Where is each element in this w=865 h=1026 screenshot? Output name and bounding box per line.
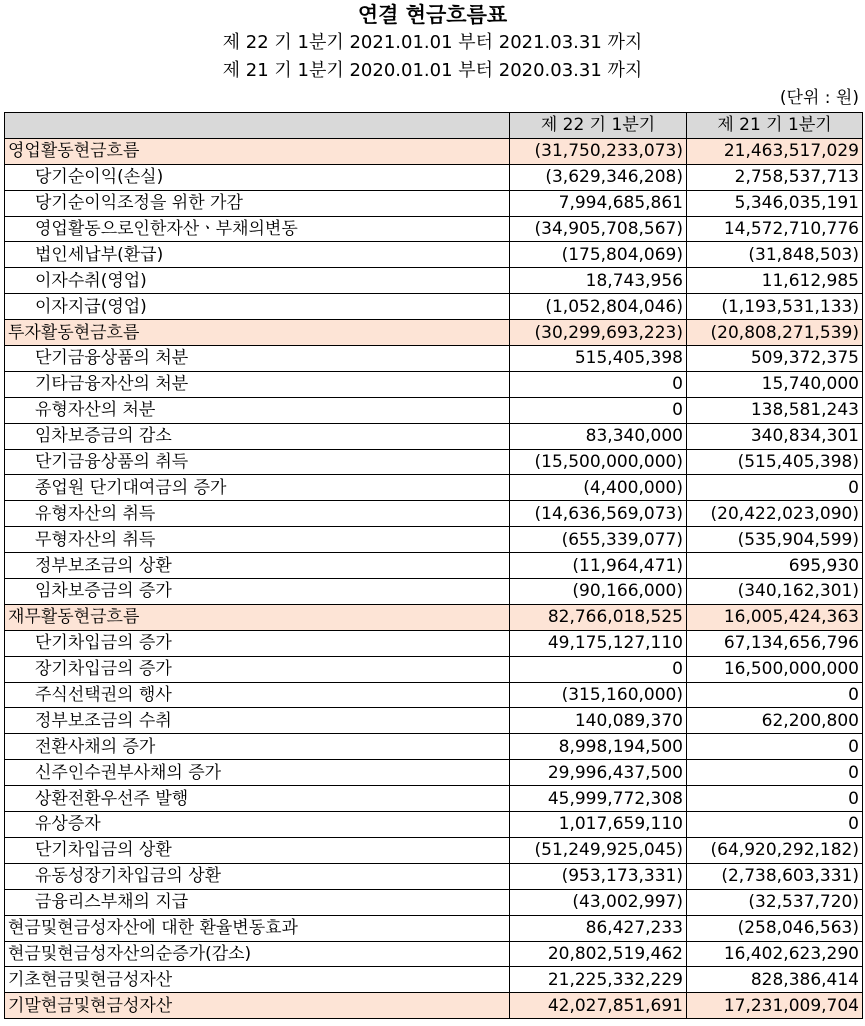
current-period-amount: 42,027,851,691 bbox=[510, 993, 687, 1019]
current-period-amount: (4,400,000) bbox=[510, 475, 687, 501]
row-label: 기타금융자산의 처분 bbox=[5, 371, 510, 397]
prior-period-amount: 0 bbox=[687, 760, 863, 786]
table-row bbox=[5, 216, 863, 242]
row-label: 주식선택권의 행사 bbox=[5, 682, 510, 708]
table-row bbox=[5, 941, 863, 967]
current-period-amount: (34,905,708,567) bbox=[510, 216, 687, 242]
prior-period-amount: 509,372,375 bbox=[687, 346, 863, 372]
header-current-period: 제 22 기 1분기 bbox=[510, 113, 687, 139]
prior-period-amount: 0 bbox=[687, 734, 863, 760]
row-label: 장기차입금의 증가 bbox=[5, 656, 510, 682]
row-label: 현금및현금성자산에 대한 환율변동효과 bbox=[5, 915, 510, 941]
current-period-amount: 515,405,398 bbox=[510, 346, 687, 372]
current-period-amount: (655,339,077) bbox=[510, 527, 687, 553]
table-row bbox=[5, 889, 863, 915]
prior-period-amount: (64,920,292,182) bbox=[687, 837, 863, 863]
prior-period-amount: (340,162,301) bbox=[687, 579, 863, 605]
current-period-amount: 18,743,956 bbox=[510, 268, 687, 294]
current-period-amount: (1,052,804,046) bbox=[510, 294, 687, 320]
row-label: 재무활동현금흐름 bbox=[5, 604, 510, 630]
current-period-amount: (953,173,331) bbox=[510, 863, 687, 889]
table-row bbox=[5, 268, 863, 294]
row-label: 유형자산의 처분 bbox=[5, 397, 510, 423]
prior-period-amount: 14,572,710,776 bbox=[687, 216, 863, 242]
row-label: 단기금융상품의 취득 bbox=[5, 449, 510, 475]
row-label: 기말현금및현금성자산 bbox=[5, 993, 510, 1019]
current-period-amount: 29,996,437,500 bbox=[510, 760, 687, 786]
prior-period-amount: 62,200,800 bbox=[687, 708, 863, 734]
row-label: 단기금융상품의 처분 bbox=[5, 346, 510, 372]
prior-period-amount: (1,193,531,133) bbox=[687, 294, 863, 320]
prior-period-amount: (31,848,503) bbox=[687, 242, 863, 268]
row-label: 유형자산의 취득 bbox=[5, 501, 510, 527]
current-period-amount: (11,964,471) bbox=[510, 553, 687, 579]
row-label: 법인세납부(환급) bbox=[5, 242, 510, 268]
table-row bbox=[5, 242, 863, 268]
prior-period-amount: (515,405,398) bbox=[687, 449, 863, 475]
prior-period-amount: 138,581,243 bbox=[687, 397, 863, 423]
table-row bbox=[5, 553, 863, 579]
prior-period-amount: 695,930 bbox=[687, 553, 863, 579]
prior-period-amount: 67,134,656,796 bbox=[687, 630, 863, 656]
prior-period-amount: 0 bbox=[687, 682, 863, 708]
row-label: 임차보증금의 감소 bbox=[5, 423, 510, 449]
header-row bbox=[5, 113, 863, 139]
row-label: 현금및현금성자산의순증가(감소) bbox=[5, 941, 510, 967]
current-period-amount: 0 bbox=[510, 656, 687, 682]
current-period-amount: 86,427,233 bbox=[510, 915, 687, 941]
prior-period-amount: (32,537,720) bbox=[687, 889, 863, 915]
row-label: 영업활동현금흐름 bbox=[5, 138, 510, 164]
row-label: 투자활동현금흐름 bbox=[5, 320, 510, 346]
current-period-amount: 8,998,194,500 bbox=[510, 734, 687, 760]
row-label: 종업원 단기대여금의 증가 bbox=[5, 475, 510, 501]
prior-period-amount: (258,046,563) bbox=[687, 915, 863, 941]
current-period-amount: 20,802,519,462 bbox=[510, 941, 687, 967]
table-row bbox=[5, 527, 863, 553]
row-label: 금융리스부채의 지급 bbox=[5, 889, 510, 915]
current-period-amount: (315,160,000) bbox=[510, 682, 687, 708]
current-period-amount: 0 bbox=[510, 397, 687, 423]
cash-flow-table bbox=[4, 112, 863, 1019]
table-row bbox=[5, 993, 863, 1019]
current-period-amount: (43,002,997) bbox=[510, 889, 687, 915]
prior-period-amount: 16,402,623,290 bbox=[687, 941, 863, 967]
table-row bbox=[5, 656, 863, 682]
table-row bbox=[5, 320, 863, 346]
prior-period-amount: 0 bbox=[687, 786, 863, 812]
row-label: 정부보조금의 상환 bbox=[5, 553, 510, 579]
prior-period-amount: 21,463,517,029 bbox=[687, 138, 863, 164]
table-body bbox=[5, 138, 863, 1018]
row-label: 임차보증금의 증가 bbox=[5, 579, 510, 605]
table-row bbox=[5, 294, 863, 320]
current-period-amount: (31,750,233,073) bbox=[510, 138, 687, 164]
table-row bbox=[5, 837, 863, 863]
row-label: 전환사채의 증가 bbox=[5, 734, 510, 760]
row-label: 정부보조금의 수취 bbox=[5, 708, 510, 734]
table-row bbox=[5, 915, 863, 941]
current-period-amount: (3,629,346,208) bbox=[510, 164, 687, 190]
current-period-amount: 0 bbox=[510, 371, 687, 397]
table-row bbox=[5, 760, 863, 786]
prior-period-amount: 2,758,537,713 bbox=[687, 164, 863, 190]
statement-title: 연결 현금흐름표 bbox=[357, 3, 508, 27]
unit-label: (단위 : 원) bbox=[779, 88, 859, 108]
prior-period-amount: 340,834,301 bbox=[687, 423, 863, 449]
row-label: 이자지급(영업) bbox=[5, 294, 510, 320]
table-row bbox=[5, 501, 863, 527]
current-period-amount: 82,766,018,525 bbox=[510, 604, 687, 630]
row-label: 영업활동으로인한자산ㆍ부채의변동 bbox=[5, 216, 510, 242]
current-period-amount: (14,636,569,073) bbox=[510, 501, 687, 527]
table-row bbox=[5, 604, 863, 630]
table-row bbox=[5, 967, 863, 993]
header-label-column bbox=[5, 113, 510, 139]
table-row bbox=[5, 734, 863, 760]
row-label: 당기순이익(손실) bbox=[5, 164, 510, 190]
current-period-amount: (175,804,069) bbox=[510, 242, 687, 268]
header-prior-period: 제 21 기 1분기 bbox=[687, 113, 863, 139]
prior-period-amount: (2,738,603,331) bbox=[687, 863, 863, 889]
current-period-amount: 49,175,127,110 bbox=[510, 630, 687, 656]
row-label: 이자수취(영업) bbox=[5, 268, 510, 294]
table-row bbox=[5, 138, 863, 164]
table-row bbox=[5, 708, 863, 734]
prior-period-amount: 11,612,985 bbox=[687, 268, 863, 294]
table-row bbox=[5, 190, 863, 216]
current-period-amount: 1,017,659,110 bbox=[510, 812, 687, 838]
table-row bbox=[5, 812, 863, 838]
table-row bbox=[5, 449, 863, 475]
prior-period-amount: 828,386,414 bbox=[687, 967, 863, 993]
table-row bbox=[5, 346, 863, 372]
row-label: 무형자산의 취득 bbox=[5, 527, 510, 553]
table-row bbox=[5, 423, 863, 449]
row-label: 단기차입금의 상환 bbox=[5, 837, 510, 863]
row-label: 기초현금및현금성자산 bbox=[5, 967, 510, 993]
prior-period-amount: 17,231,009,704 bbox=[687, 993, 863, 1019]
table-row bbox=[5, 371, 863, 397]
prior-period-amount: 0 bbox=[687, 475, 863, 501]
table-row bbox=[5, 863, 863, 889]
prior-period-amount: 0 bbox=[687, 812, 863, 838]
current-period-amount: 7,994,685,861 bbox=[510, 190, 687, 216]
prior-period-amount: 5,346,035,191 bbox=[687, 190, 863, 216]
row-label: 당기순이익조정을 위한 가감 bbox=[5, 190, 510, 216]
prior-period-amount: (20,422,023,090) bbox=[687, 501, 863, 527]
current-period-amount: 45,999,772,308 bbox=[510, 786, 687, 812]
row-label: 유동성장기차입금의 상환 bbox=[5, 863, 510, 889]
row-label: 신주인수권부사채의 증가 bbox=[5, 760, 510, 786]
prior-period-line: 제 21 기 1분기 2020.01.01 부터 2020.03.31 까지 bbox=[222, 60, 643, 81]
prior-period-amount: (20,808,271,539) bbox=[687, 320, 863, 346]
current-period-amount: (15,500,000,000) bbox=[510, 449, 687, 475]
current-period-amount: 140,089,370 bbox=[510, 708, 687, 734]
prior-period-amount: 15,740,000 bbox=[687, 371, 863, 397]
row-label: 상환전환우선주 발행 bbox=[5, 786, 510, 812]
table-row bbox=[5, 475, 863, 501]
table-row bbox=[5, 164, 863, 190]
current-period-amount: 83,340,000 bbox=[510, 423, 687, 449]
table-row bbox=[5, 786, 863, 812]
prior-period-amount: 16,500,000,000 bbox=[687, 656, 863, 682]
row-label: 단기차입금의 증가 bbox=[5, 630, 510, 656]
table-row bbox=[5, 579, 863, 605]
row-label: 유상증자 bbox=[5, 812, 510, 838]
table-row bbox=[5, 397, 863, 423]
prior-period-amount: (535,904,599) bbox=[687, 527, 863, 553]
current-period-line: 제 22 기 1분기 2021.01.01 부터 2021.03.31 까지 bbox=[222, 32, 643, 53]
current-period-amount: (90,166,000) bbox=[510, 579, 687, 605]
current-period-amount: (51,249,925,045) bbox=[510, 837, 687, 863]
current-period-amount: 21,225,332,229 bbox=[510, 967, 687, 993]
table-row bbox=[5, 682, 863, 708]
prior-period-amount: 16,005,424,363 bbox=[687, 604, 863, 630]
current-period-amount: (30,299,693,223) bbox=[510, 320, 687, 346]
table-row bbox=[5, 630, 863, 656]
